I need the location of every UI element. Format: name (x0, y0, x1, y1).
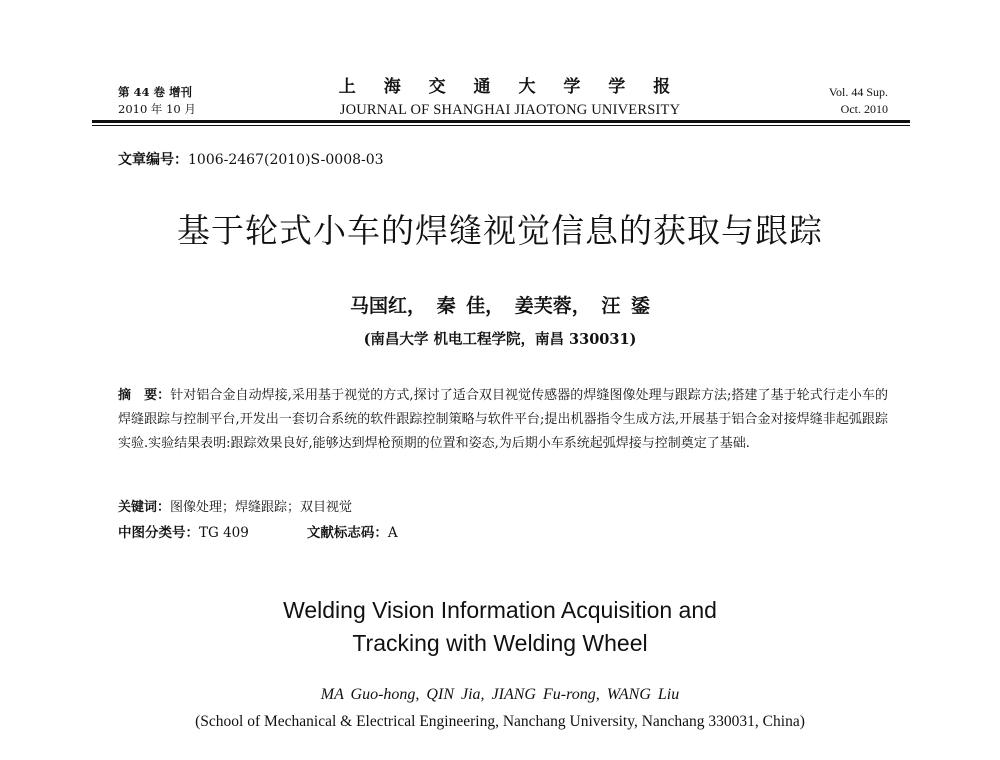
paper-title-en-line2: Tracking with Welding Wheel (352, 630, 648, 656)
authors-en: MA Guo-hong, QIN Jia, JIANG Fu-rong, WANG Liu (320, 686, 680, 703)
journal-title (300, 76, 720, 119)
paper-title-cn: 基于轮式小车的焊缝视觉信息的获取与跟踪 (177, 211, 823, 250)
journal-title-en: JOURNAL OF SHANGHAI JIAOTONG UNIVERSITY (339, 102, 681, 118)
journal-volume-cn (118, 84, 196, 118)
volume-en: Vol. 44 Sup. (828, 85, 888, 99)
affiliation-en: (School of Mechanical & Electrical Engineering, Nanchang University, Nanchang 330031, China) (195, 713, 805, 730)
article-number-label: 文章编号： (118, 152, 188, 168)
article-number-value: 1006-2467(2010)S-0008-03 (188, 152, 384, 168)
abstract-text: 针对铝合金自动焊接,采用基于视觉的方式,探讨了适合双目视觉传感器的焊缝图像处理与跟踪方法;搭建了基于轮式行走小车的焊缝跟踪与控制平台,开发出一套切合系统的软件跟踪控制策略与软件平台;提出机器指令生成方法,开展基于铝合金对接焊缝非起弧跟踪实验.实验结果表明:跟踪效果良好,能够达到焊枪预期的位置和姿态,为后期小车系统起弧焊接与控制奠定了基础. (118, 388, 888, 451)
authors-cn: 马国红， 秦 佳， 姜芙蓉， 汪 鋈 (349, 295, 651, 317)
clc-label: 中图分类号： (118, 525, 199, 541)
doc-code-label: 文献标志码： (306, 525, 388, 541)
paper-title-en-line1: Welding Vision Information Acquisition and (283, 597, 717, 623)
doc-code-value: A (387, 525, 398, 541)
keywords-label: 关键词： (118, 500, 171, 515)
volume-cn: 第 44 卷 增刊 (118, 85, 193, 99)
abstract-label: 摘 要： (118, 388, 171, 403)
header-rule-thick (92, 120, 910, 123)
classification (118, 521, 398, 545)
date-en: Oct. 2010 (840, 102, 888, 116)
header-rule-thin (92, 125, 910, 126)
journal-title-cn: 上 海 交 通 大 学 学 报 (338, 77, 682, 97)
keywords (118, 496, 352, 520)
journal-volume-en (780, 84, 888, 118)
paper-title-en (150, 594, 850, 660)
affiliation-cn: (南昌大学 机电工程学院，南昌 330031) (363, 331, 637, 348)
clc-value: TG 409 (199, 525, 249, 541)
article-number (118, 149, 384, 169)
date-cn: 2010 年 10 月 (118, 102, 196, 116)
keywords-value: 图像处理；焊缝跟踪；双目视觉 (170, 500, 353, 515)
abstract-cn (118, 384, 888, 456)
